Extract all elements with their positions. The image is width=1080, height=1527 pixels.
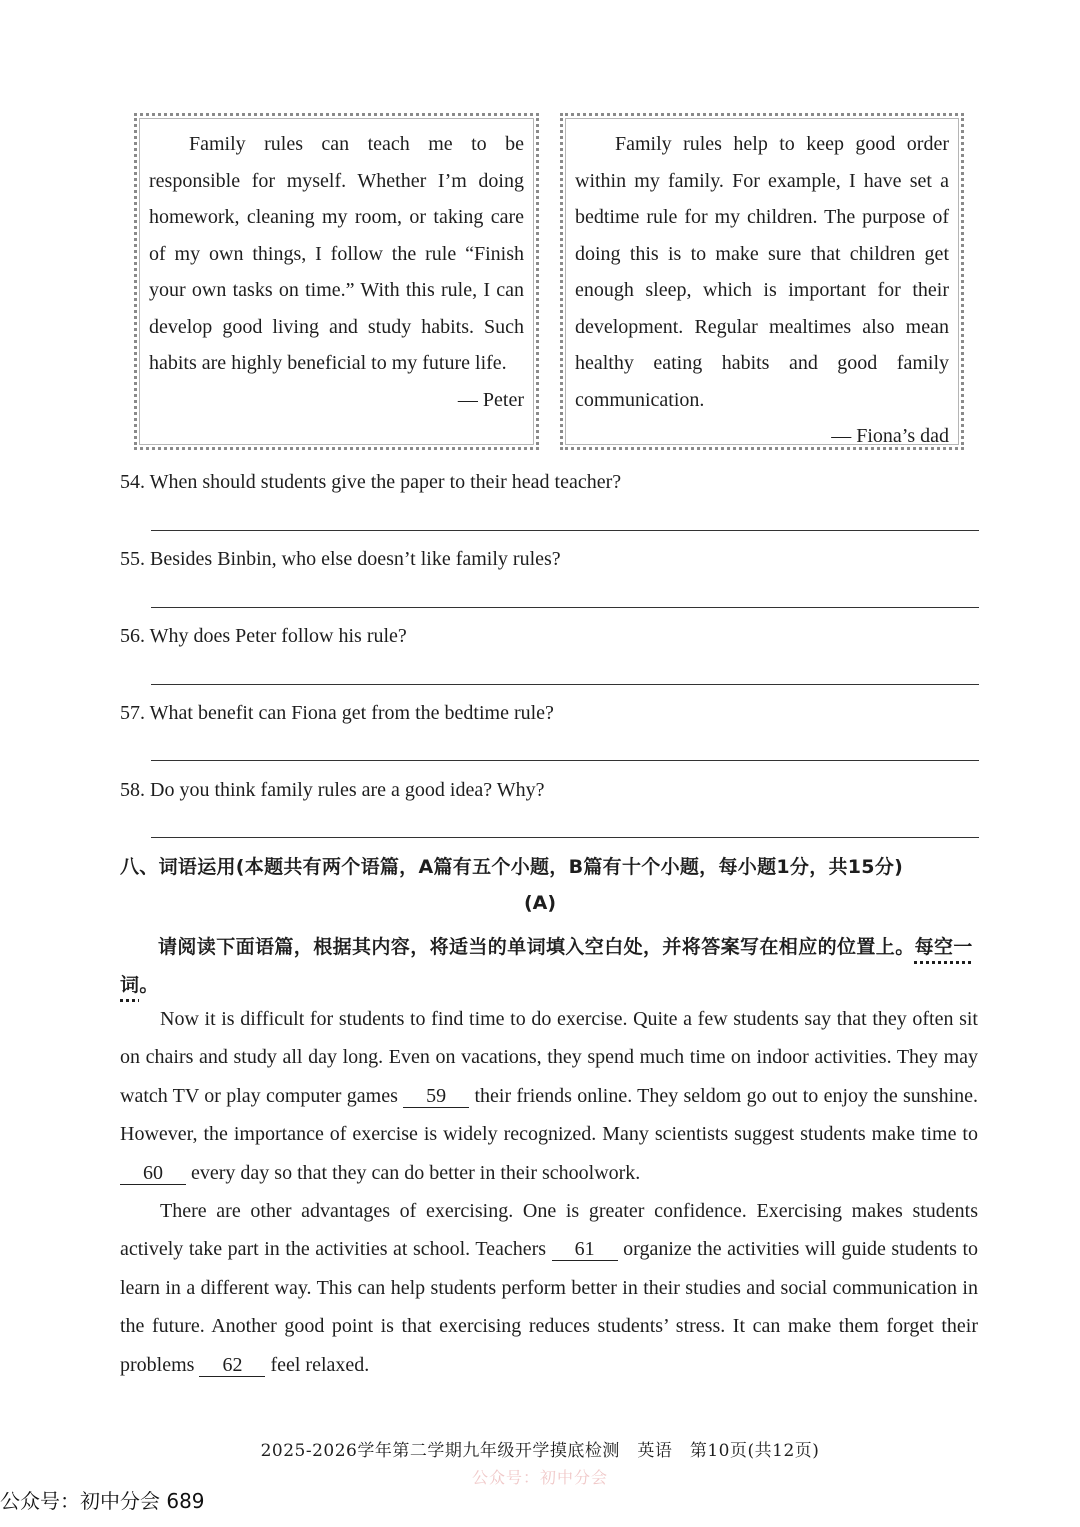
question-number: 56. xyxy=(120,625,145,647)
answer-line-56[interactable] xyxy=(151,684,979,685)
blank-59[interactable]: 59 xyxy=(403,1085,469,1108)
instruction xyxy=(120,928,980,1004)
answer-line-58[interactable] xyxy=(151,837,979,838)
question-54 xyxy=(120,470,621,494)
question-57 xyxy=(120,701,554,725)
instruction-emphasis: 每空一词 xyxy=(120,936,973,996)
cloze-passage xyxy=(120,1000,978,1384)
passage-paragraph-1: Now it is difficult for students to find time to do exercise. Quite a few students say that they often sit on chairs and study all day long. Even on vacations, they spend much time on indoor activities. They may watch TV or play computer games 59 their friends online. They seldom go out to enjoy the sunshine. However, the importance of exercise is widely recognized. Many scientists suggest students make time to 60 every day so that they can do better in their schoolwork. xyxy=(120,1008,979,1184)
quote-box-fiona-dad xyxy=(560,113,964,450)
blank-61[interactable]: 61 xyxy=(552,1238,618,1261)
watermark-footer: 公众号：初中分会 xyxy=(471,1468,608,1487)
question-number: 54. xyxy=(120,471,145,493)
question-56 xyxy=(120,624,407,648)
question-text: Why does Peter follow his rule? xyxy=(149,625,407,647)
quote-box-peter xyxy=(134,113,539,450)
watermark-corner: 公众号：初中分会 689 xyxy=(0,1489,205,1513)
answer-line-57[interactable] xyxy=(151,760,979,761)
instruction-text: 请阅读下面语篇，根据其内容，将适当的单词填入空白处，并将答案写在相应的位置上。 xyxy=(158,936,915,958)
question-number: 58. xyxy=(120,779,145,801)
answer-line-55[interactable] xyxy=(151,607,979,608)
part-label: (A) xyxy=(523,892,557,914)
passage-paragraph-2: There are other advantages of exercising. One is greater confidence. Exercising makes students actively take part in the activities at school. Teachers 61 organize the activities will guide students to learn in a different way. This can help students perform better in their studies and social communication in the future. Another good point is that exercising reduces students’ stress. It can make them forget their problems 62 feel relaxed. xyxy=(120,1200,979,1376)
question-55 xyxy=(120,547,561,571)
question-number: 57. xyxy=(120,702,145,724)
blank-62[interactable]: 62 xyxy=(199,1354,265,1377)
question-text: Do you think family rules are a good idea? Why? xyxy=(150,779,545,801)
question-text: What benefit can Fiona get from the bedtime rule? xyxy=(149,702,554,724)
section-heading: 八、词语运用(本题共有两个语篇，A篇有五个小题，B篇有十个小题，每小题1分，共15分) xyxy=(120,856,904,878)
quote-signature-fiona-dad: — Fiona’s dad xyxy=(831,425,949,447)
question-number: 55. xyxy=(120,548,145,570)
question-58 xyxy=(120,778,545,802)
instruction-end: 。 xyxy=(139,974,159,996)
quote-signature-peter: — Peter xyxy=(457,388,524,411)
page-footer: 2025-2026学年第二学期九年级开学摸底检测 英语 第10页(共12页) xyxy=(260,1441,820,1461)
question-text: Besides Binbin, who else doesn’t like family rules? xyxy=(150,548,561,570)
blank-60[interactable]: 60 xyxy=(120,1162,186,1185)
question-text: When should students give the paper to their head teacher? xyxy=(149,471,622,493)
answer-line-54[interactable] xyxy=(151,530,979,531)
quote-text-fiona-dad: Family rules help to keep good order within my family. For example, I have set a bedtime rule for my children. The purpose of doing this is to make sure that children get enough sleep, which is important for their development. Regular mealtimes also mean healthy eating habits and good family communication. xyxy=(575,133,949,411)
quote-text-peter: Family rules can teach me to be responsible for myself. Whether I’m doing homework, cleaning my room, or taking care of my own things, I follow the rule “Finish your own tasks on time.” With this rule, I can develop good living and study habits. Such habits are highly beneficial to my future life. xyxy=(149,133,524,374)
